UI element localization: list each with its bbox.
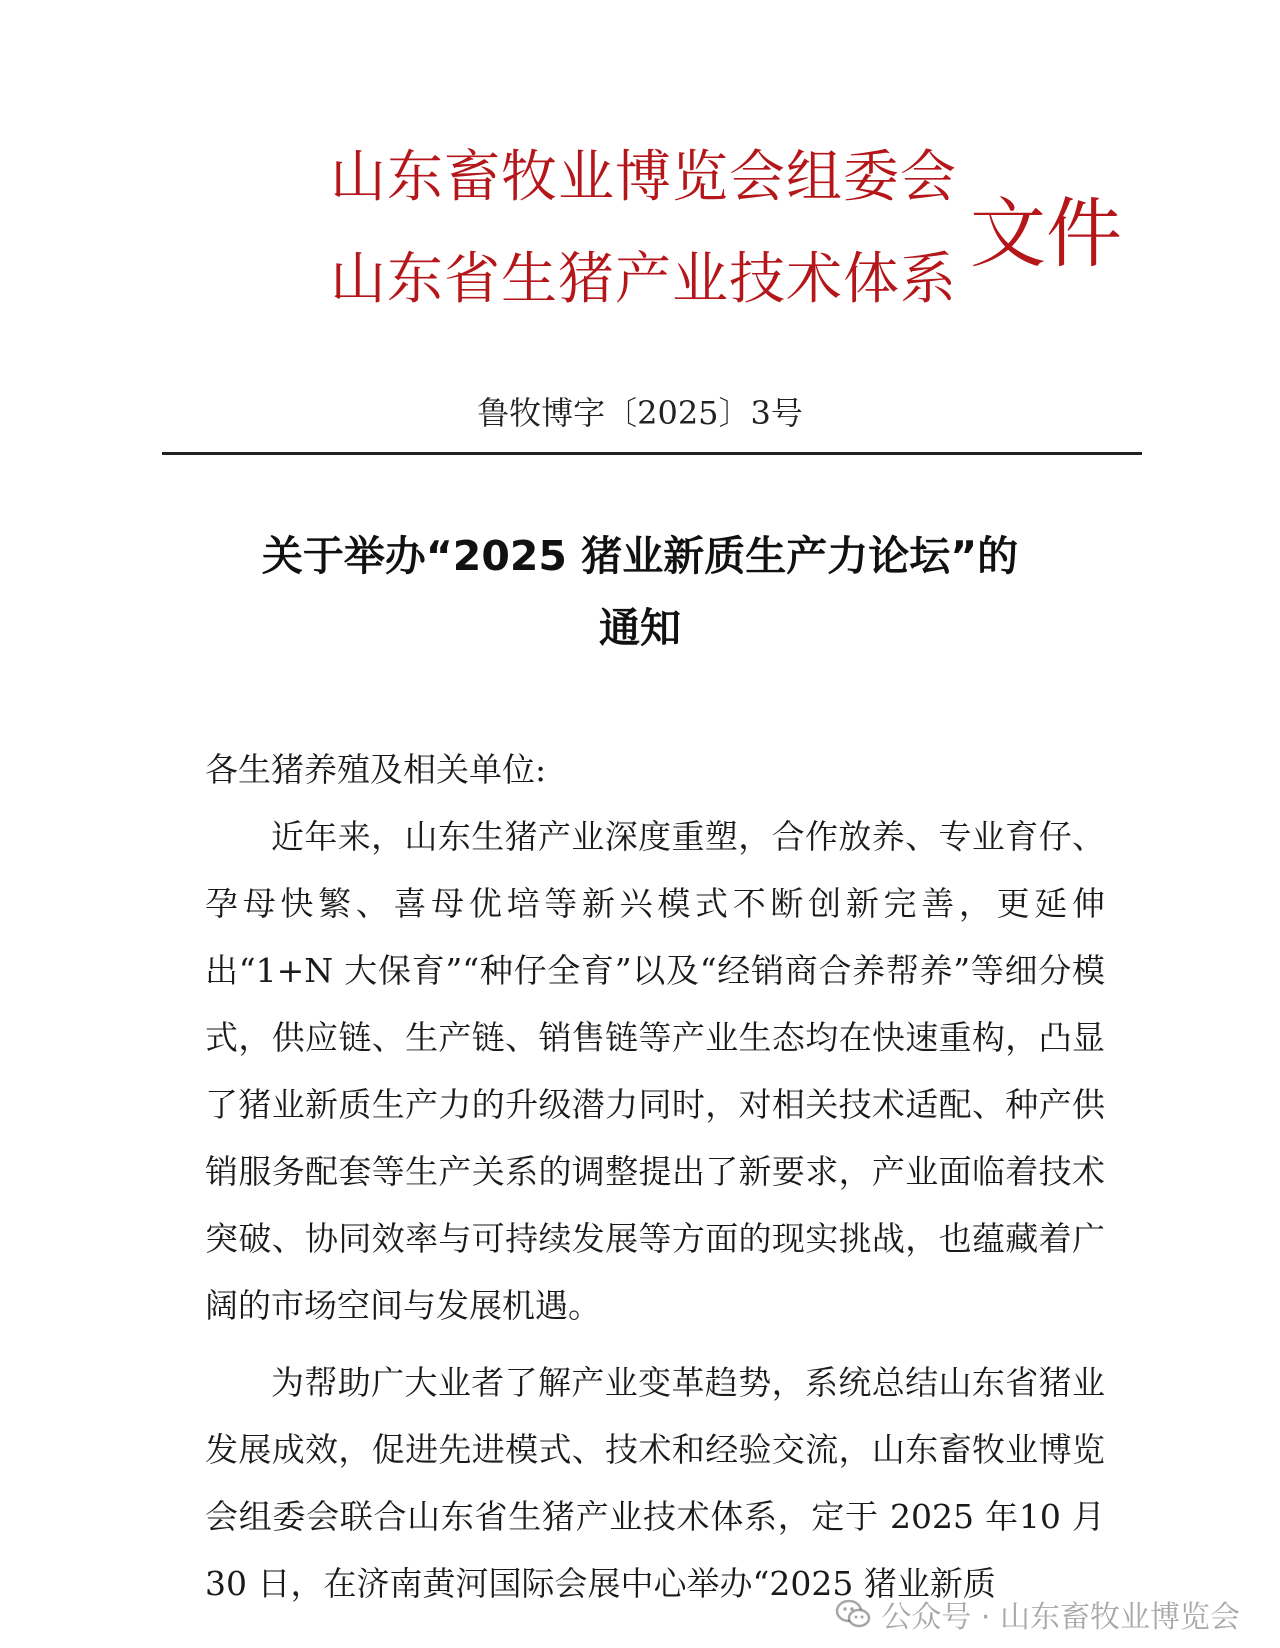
body-paragraph: 近年来，山东生猪产业深度重塑，合作放养、专业育仔、孕母快繁、喜母优培等新兴模式不断创新完善，更延伸出“1+N 大保育”“种仔全育”以及“经销商合养帮养”等细分模式，供应链、生产链、销售链等产业生态均在快速重构，凸显了猪业新质生产力的升级潜力同时，对相关技术适配、种产供销服务配套等生产关系的调整提出了新要求，产业面临着技术突破、协同效率与可持续发展等方面的现实挑战，也蕴藏着广阔的市场空间与发展机遇。 (205, 817, 1105, 1325)
title-line-2: 通知 (599, 604, 681, 652)
issuer-line-1: 山东畜牧业博览会组委会 (330, 145, 957, 210)
document-body (205, 736, 1105, 1617)
issuer-line-2: 山东省生猪产业技术体系 (330, 247, 957, 312)
document-header (330, 145, 1130, 330)
watermark-text: 公众号 · 山东畜牧业博览会 (881, 1600, 1240, 1635)
title-line-1: 关于举办“2025 猪业新质生产力论坛”的 (261, 532, 1019, 580)
document-title (0, 520, 1280, 664)
document-number: 鲁牧博字〔2025〕3号 (477, 394, 803, 432)
watermark (835, 1594, 1240, 1634)
wechat-icon (835, 1598, 871, 1630)
document-type-label: 文件 (970, 189, 1122, 278)
body-paragraph: 为帮助广大业者了解产业变革趋势，系统总结山东省猪业发展成效，促进先进模式、技术和经验交流，山东畜牧业博览会组委会联合山东省生猪产业技术体系，定于 2025 年10 月 30 日，在济南黄河国际会展中心举办“2025 猪业新质 (205, 1363, 1105, 1603)
header-divider (162, 452, 1142, 455)
salutation: 各生猪养殖及相关单位: (205, 750, 547, 789)
